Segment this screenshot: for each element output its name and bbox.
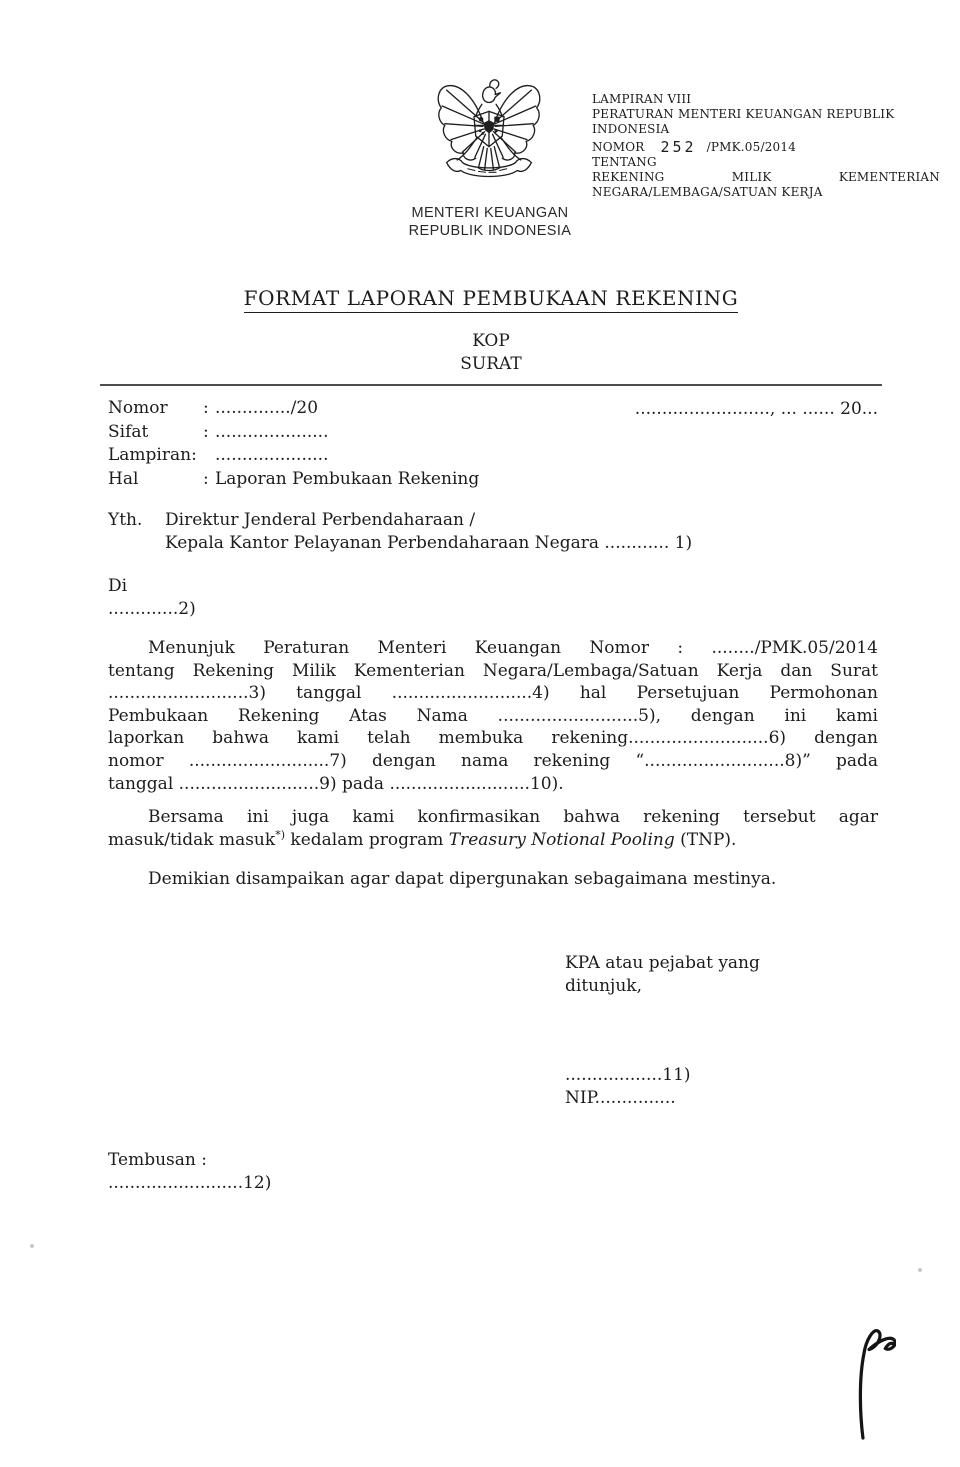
para2-seg-post: (TNP). (674, 829, 737, 850)
recipient-line1: Direktur Jenderal Perbendaharaan / (165, 510, 476, 530)
meta-colon: : (203, 468, 209, 489)
para2-line1: Bersama ini juga kami konfirmasikan bahwa rekening tersebut agar (148, 807, 878, 828)
meta-colon: : (203, 398, 209, 418)
lampiran-reference-block (592, 92, 940, 200)
recipient-block (108, 509, 692, 555)
subject-word-milik: MILIK (731, 170, 772, 184)
paragraph-2 (108, 806, 878, 851)
meta-label-hal: Hal (108, 468, 139, 489)
para1-line4: Pembukaan Rekening Atas Nama ..........................5), dengan ini kami (108, 705, 878, 726)
meta-colon: : (203, 421, 209, 442)
regulation-nomor-line (592, 137, 940, 155)
document-title-text: FORMAT LAPORAN PEMBUKAAN REKENING (244, 286, 739, 313)
meta-row-hal (108, 468, 878, 492)
meta-row-lampiran (108, 444, 878, 468)
para2-line2 (108, 829, 878, 852)
para2-seg-mid: kedalam program (284, 829, 449, 850)
scan-speck (918, 1268, 922, 1272)
tentang-line: TENTANG (592, 155, 657, 169)
nomor-label: NOMOR (592, 140, 645, 154)
signatory-line1: KPA atau pejabat yang (565, 953, 760, 973)
nomor-suffix: /PMK.05/2014 (706, 140, 797, 154)
footnote-marker: *) (275, 828, 285, 842)
para1-line7: tanggal ..........................9) pada ..........................10). (108, 773, 564, 794)
para1-line3: ..........................3) tanggal ..........................4) hal Persetujuan Permohonan (108, 683, 878, 704)
meta-row-sifat (108, 421, 878, 445)
meta-value-hal: Laporan Pembukaan Rekening (215, 468, 480, 489)
tembusan-block (108, 1149, 271, 1195)
recipient-city-block (108, 575, 196, 621)
garuda-pancasila-emblem (436, 66, 542, 192)
di-dots: .............2) (108, 599, 196, 619)
signatory-title-block (565, 952, 760, 998)
subject-word-rekening: REKENING (592, 170, 665, 184)
tnp-program-name: Treasury Notional Pooling (448, 829, 675, 850)
scan-speck (30, 1244, 34, 1248)
place-date-line: ........................., ... ...... 20... (634, 399, 878, 419)
paragraph-1 (108, 637, 878, 795)
regulation-title-line: PERATURAN MENTERI KEUANGAN REPUBLIK INDONESIA (592, 107, 895, 136)
meta-value-lampiran: ..................... (215, 445, 329, 465)
meta-value-sifat: ..................... (215, 421, 329, 442)
letter-body (108, 637, 878, 891)
signatory-name-block (565, 1064, 691, 1110)
meta-label-lampiran: Lampiran: (108, 445, 197, 465)
para2-seg-pre: masuk/tidak masuk (108, 829, 276, 850)
tembusan-dots: .........................12) (108, 1173, 272, 1193)
kop-surat-placeholder (100, 330, 882, 376)
regulation-subject-line2: NEGARA/LEMBAGA/SATUAN KERJA (592, 185, 823, 199)
paragraph-3: Demikian disampaikan agar dapat dipergunakan sebagaimana mestinya. (148, 869, 777, 890)
recipient-salutation: Yth. (108, 510, 143, 530)
ministry-caption (399, 204, 581, 240)
di-label: Di (108, 576, 128, 596)
nomor-number-stamp: 252 (660, 138, 697, 156)
signatory-name-dots: ..................11) (565, 1065, 691, 1085)
tembusan-label: Tembusan : (108, 1150, 207, 1170)
handwritten-paraf-initial (838, 1320, 896, 1440)
para1-line1: Menunjuk Peraturan Menteri Keuangan Nomor : ......../PMK.05/2014 (148, 638, 878, 658)
recipient-lines (165, 509, 692, 555)
signatory-line2: ditunjuk, (565, 976, 642, 996)
kop-line2: SURAT (460, 354, 522, 374)
recipient-line2: Kepala Kantor Pelayanan Perbendaharaan Negara ............ 1) (165, 533, 693, 553)
regulation-subject-line1 (592, 170, 940, 185)
meta-label-sifat: Sifat (108, 421, 149, 442)
meta-colon (203, 444, 215, 468)
ministry-line2: REPUBLIK INDONESIA (408, 223, 572, 239)
ministry-line1: MENTERI KEUANGAN (411, 205, 569, 221)
letterhead-divider-rule (100, 384, 882, 386)
para1-line6: nomor ..........................7) dengan nama rekening “..........................8)” pada (108, 750, 878, 771)
lampiran-number-line: LAMPIRAN VIII (592, 92, 692, 106)
para1-line5: laporkan bahwa kami telah membuka rekening..........................6) dengan (108, 728, 878, 749)
signatory-nip: NIP............... (565, 1088, 676, 1108)
letter-meta-block (108, 397, 878, 491)
meta-label-nomor: Nomor (108, 398, 168, 418)
subject-word-kementerian: KEMENTERIAN (838, 170, 940, 184)
document-title (100, 286, 882, 310)
garuda-pancasila-icon (436, 66, 542, 192)
paraf-stroke-icon (838, 1320, 896, 1440)
meta-value-nomor: ............../20 (215, 398, 319, 418)
para1-line2: tentang Rekening Milik Kementerian Negara/Lembaga/Satuan Kerja dan Surat (108, 660, 878, 681)
kop-line1: KOP (472, 331, 510, 351)
